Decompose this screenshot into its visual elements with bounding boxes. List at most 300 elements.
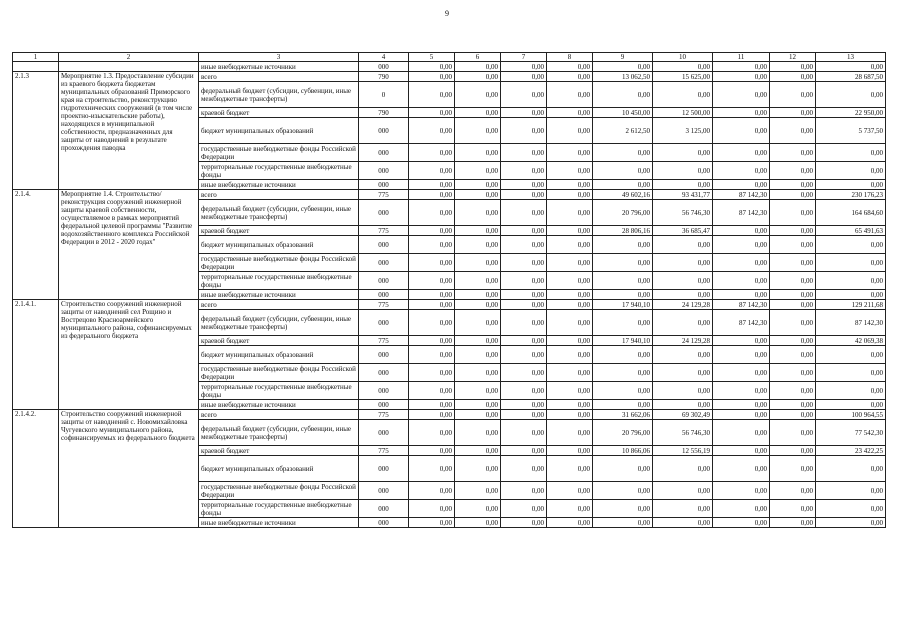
- amount-cell: 0,00: [593, 62, 653, 72]
- funding-source: краевой бюджет: [199, 226, 359, 236]
- amount-cell: 0,00: [501, 144, 547, 162]
- amount-cell: 0,00: [547, 336, 593, 346]
- column-header: 6: [455, 53, 501, 62]
- amount-cell: 0,00: [409, 62, 455, 72]
- amount-cell: 0,00: [713, 346, 770, 364]
- table-row: [13, 300, 886, 310]
- amount-cell: 0,00: [713, 410, 770, 420]
- funding-source: государственные внебюджетные фонды Российской Федерации: [199, 144, 359, 162]
- amount-cell: 0,00: [816, 518, 886, 528]
- column-header: 1: [13, 53, 59, 62]
- column-header: 11: [713, 53, 770, 62]
- amount-cell: 0,00: [713, 118, 770, 144]
- column-header-row: [13, 53, 886, 62]
- budget-code: 775: [359, 300, 409, 310]
- amount-cell: 0,00: [770, 382, 816, 400]
- amount-cell: 0,00: [713, 162, 770, 180]
- funding-source: всего: [199, 72, 359, 82]
- amount-cell: 0,00: [593, 518, 653, 528]
- amount-cell: 0,00: [593, 144, 653, 162]
- budget-code: 000: [359, 400, 409, 410]
- amount-cell: 87 142,30: [713, 190, 770, 200]
- funding-source: всего: [199, 410, 359, 420]
- amount-cell: 0,00: [455, 82, 501, 108]
- amount-cell: 0,00: [455, 420, 501, 446]
- amount-cell: 0,00: [770, 82, 816, 108]
- amount-cell: 0,00: [409, 300, 455, 310]
- item-code: 2.1.4.1.: [13, 300, 59, 410]
- budget-code: 775: [359, 446, 409, 456]
- amount-cell: 0,00: [770, 254, 816, 272]
- item-code: 2.1.3: [13, 72, 59, 190]
- amount-cell: 0,00: [501, 336, 547, 346]
- amount-cell: 0,00: [547, 72, 593, 82]
- funding-source: территориальные государственные внебюджетные фонды: [199, 382, 359, 400]
- budget-code: 000: [359, 200, 409, 226]
- amount-cell: 0,00: [455, 500, 501, 518]
- amount-cell: 0,00: [455, 226, 501, 236]
- funding-source: федеральный бюджет (субсидии, субвенции, иные межбюджетные трансферты): [199, 82, 359, 108]
- amount-cell: 0,00: [501, 226, 547, 236]
- amount-cell: 22 950,00: [816, 108, 886, 118]
- amount-cell: 0,00: [593, 500, 653, 518]
- budget-code: 000: [359, 310, 409, 336]
- amount-cell: 0,00: [547, 300, 593, 310]
- amount-cell: 0,00: [770, 290, 816, 300]
- amount-cell: 24 129,28: [653, 300, 713, 310]
- amount-cell: 0,00: [501, 456, 547, 482]
- amount-cell: 0,00: [455, 236, 501, 254]
- amount-cell: 5 737,50: [816, 118, 886, 144]
- amount-cell: 87 142,30: [713, 310, 770, 336]
- budget-code: 0: [359, 82, 409, 108]
- amount-cell: 0,00: [713, 72, 770, 82]
- table-row: [13, 190, 886, 200]
- funding-source: всего: [199, 300, 359, 310]
- amount-cell: 0,00: [455, 300, 501, 310]
- amount-cell: 0,00: [547, 82, 593, 108]
- table-row: [13, 410, 886, 420]
- amount-cell: 13 062,50: [593, 72, 653, 82]
- amount-cell: 0,00: [547, 482, 593, 500]
- amount-cell: 0,00: [593, 346, 653, 364]
- funding-source: краевой бюджет: [199, 108, 359, 118]
- item-code: 2.1.4.: [13, 190, 59, 300]
- amount-cell: 0,00: [653, 346, 713, 364]
- budget-code: 000: [359, 118, 409, 144]
- amount-cell: 0,00: [653, 144, 713, 162]
- amount-cell: 0,00: [547, 236, 593, 254]
- amount-cell: 0,00: [593, 400, 653, 410]
- item-code: 2.1.4.2.: [13, 410, 59, 528]
- column-header: 8: [547, 53, 593, 62]
- item-name: Строительство сооружений инженерной защиты от наводнений сел Рощино и Вострецово Красноармейского муниципального района, софинансируемых из федерального бюджета: [59, 300, 199, 410]
- amount-cell: 12 556,19: [653, 446, 713, 456]
- amount-cell: 0,00: [409, 336, 455, 346]
- funding-source: федеральный бюджет (субсидии, субвенции, иные межбюджетные трансферты): [199, 200, 359, 226]
- amount-cell: 0,00: [816, 346, 886, 364]
- amount-cell: 0,00: [455, 400, 501, 410]
- amount-cell: 0,00: [653, 236, 713, 254]
- amount-cell: 0,00: [713, 446, 770, 456]
- amount-cell: 0,00: [455, 190, 501, 200]
- amount-cell: 0,00: [713, 108, 770, 118]
- amount-cell: 0,00: [713, 500, 770, 518]
- amount-cell: 0,00: [409, 482, 455, 500]
- amount-cell: 0,00: [770, 500, 816, 518]
- amount-cell: 0,00: [547, 190, 593, 200]
- amount-cell: 0,00: [816, 180, 886, 190]
- amount-cell: 0,00: [455, 346, 501, 364]
- amount-cell: 0,00: [501, 272, 547, 290]
- funding-source: краевой бюджет: [199, 446, 359, 456]
- funding-source: всего: [199, 190, 359, 200]
- amount-cell: 0,00: [501, 300, 547, 310]
- amount-cell: 0,00: [409, 310, 455, 336]
- funding-source: иные внебюджетные источники: [199, 62, 359, 72]
- budget-code: 000: [359, 272, 409, 290]
- amount-cell: 0,00: [409, 180, 455, 190]
- amount-cell: 0,00: [653, 500, 713, 518]
- amount-cell: 0,00: [653, 364, 713, 382]
- amount-cell: 0,00: [409, 400, 455, 410]
- amount-cell: 0,00: [816, 162, 886, 180]
- amount-cell: 12 500,00: [653, 108, 713, 118]
- amount-cell: 42 069,38: [816, 336, 886, 346]
- amount-cell: 0,00: [409, 346, 455, 364]
- page-number: 9: [445, 9, 449, 18]
- amount-cell: 0,00: [409, 272, 455, 290]
- item-name: Мероприятие 1.3. Предоставление субсидии из краевого бюджета бюджетам муниципальных образований Приморского края на строительство, реконструкцию гидротехнических сооружений (в том числе проектно-изыскательские работы), находящихся в муниципальной собственности, предназначенных для защиты от наводнений в результате прохождения паводка: [59, 72, 199, 190]
- amount-cell: 0,00: [593, 310, 653, 336]
- amount-cell: 0,00: [547, 254, 593, 272]
- amount-cell: 0,00: [501, 518, 547, 528]
- amount-cell: 17 940,10: [593, 336, 653, 346]
- amount-cell: 10 450,00: [593, 108, 653, 118]
- amount-cell: 3 125,00: [653, 118, 713, 144]
- amount-cell: 31 662,06: [593, 410, 653, 420]
- amount-cell: 20 796,00: [593, 200, 653, 226]
- amount-cell: 0,00: [547, 518, 593, 528]
- column-header: 10: [653, 53, 713, 62]
- item-code: [13, 62, 59, 72]
- amount-cell: 0,00: [455, 410, 501, 420]
- amount-cell: 0,00: [593, 82, 653, 108]
- amount-cell: 0,00: [653, 180, 713, 190]
- amount-cell: 230 176,23: [816, 190, 886, 200]
- amount-cell: 0,00: [409, 518, 455, 528]
- funding-source: иные внебюджетные источники: [199, 180, 359, 190]
- amount-cell: 0,00: [409, 226, 455, 236]
- amount-cell: 0,00: [501, 382, 547, 400]
- amount-cell: 100 964,55: [816, 410, 886, 420]
- amount-cell: 0,00: [409, 456, 455, 482]
- amount-cell: 0,00: [713, 82, 770, 108]
- amount-cell: 77 542,30: [816, 420, 886, 446]
- amount-cell: 0,00: [713, 290, 770, 300]
- amount-cell: 0,00: [547, 456, 593, 482]
- amount-cell: 0,00: [501, 446, 547, 456]
- amount-cell: 0,00: [653, 82, 713, 108]
- amount-cell: 0,00: [455, 162, 501, 180]
- amount-cell: 0,00: [593, 236, 653, 254]
- amount-cell: 0,00: [593, 162, 653, 180]
- budget-code: 775: [359, 190, 409, 200]
- amount-cell: 0,00: [770, 72, 816, 82]
- amount-cell: 0,00: [593, 482, 653, 500]
- amount-cell: 0,00: [501, 200, 547, 226]
- amount-cell: 0,00: [816, 482, 886, 500]
- column-header: 4: [359, 53, 409, 62]
- budget-code: 000: [359, 482, 409, 500]
- amount-cell: 87 142,30: [713, 300, 770, 310]
- budget-code: 775: [359, 410, 409, 420]
- amount-cell: 56 746,30: [653, 200, 713, 226]
- amount-cell: 0,00: [713, 180, 770, 190]
- amount-cell: 0,00: [713, 420, 770, 446]
- amount-cell: 0,00: [653, 272, 713, 290]
- funding-source: бюджет муниципальных образований: [199, 236, 359, 254]
- amount-cell: 0,00: [593, 382, 653, 400]
- amount-cell: 0,00: [501, 290, 547, 300]
- amount-cell: 0,00: [770, 144, 816, 162]
- amount-cell: 0,00: [409, 162, 455, 180]
- amount-cell: 0,00: [455, 180, 501, 190]
- amount-cell: 0,00: [713, 144, 770, 162]
- amount-cell: 28 687,50: [816, 72, 886, 82]
- amount-cell: 0,00: [547, 420, 593, 446]
- amount-cell: 0,00: [713, 336, 770, 346]
- amount-cell: 0,00: [547, 500, 593, 518]
- amount-cell: 0,00: [409, 410, 455, 420]
- amount-cell: 49 602,16: [593, 190, 653, 200]
- amount-cell: 87 142,30: [816, 310, 886, 336]
- amount-cell: 0,00: [770, 456, 816, 482]
- amount-cell: 0,00: [816, 382, 886, 400]
- amount-cell: 0,00: [455, 518, 501, 528]
- budget-code: 000: [359, 456, 409, 482]
- amount-cell: 0,00: [770, 336, 816, 346]
- amount-cell: 0,00: [455, 200, 501, 226]
- amount-cell: 0,00: [547, 446, 593, 456]
- amount-cell: 0,00: [455, 108, 501, 118]
- amount-cell: 0,00: [409, 72, 455, 82]
- amount-cell: 0,00: [501, 108, 547, 118]
- amount-cell: 0,00: [455, 364, 501, 382]
- funding-source: краевой бюджет: [199, 336, 359, 346]
- budget-code: 000: [359, 420, 409, 446]
- budget-code: 000: [359, 236, 409, 254]
- amount-cell: 0,00: [770, 200, 816, 226]
- funding-source: иные внебюджетные источники: [199, 400, 359, 410]
- amount-cell: 0,00: [547, 226, 593, 236]
- amount-cell: 2 612,50: [593, 118, 653, 144]
- funding-source: государственные внебюджетные фонды Российской Федерации: [199, 254, 359, 272]
- amount-cell: 0,00: [409, 290, 455, 300]
- amount-cell: 0,00: [653, 62, 713, 72]
- amount-cell: 0,00: [547, 290, 593, 300]
- amount-cell: 0,00: [770, 108, 816, 118]
- amount-cell: 0,00: [409, 254, 455, 272]
- amount-cell: 0,00: [409, 144, 455, 162]
- budget-code: 000: [359, 500, 409, 518]
- amount-cell: 0,00: [409, 200, 455, 226]
- amount-cell: 0,00: [547, 310, 593, 336]
- amount-cell: 0,00: [770, 446, 816, 456]
- amount-cell: 0,00: [547, 346, 593, 364]
- funding-source: федеральный бюджет (субсидии, субвенции, иные межбюджетные трансферты): [199, 310, 359, 336]
- amount-cell: 0,00: [770, 300, 816, 310]
- amount-cell: 0,00: [713, 400, 770, 410]
- amount-cell: 0,00: [501, 180, 547, 190]
- amount-cell: 0,00: [409, 364, 455, 382]
- amount-cell: 0,00: [653, 400, 713, 410]
- amount-cell: 36 685,47: [653, 226, 713, 236]
- amount-cell: 0,00: [770, 400, 816, 410]
- amount-cell: 0,00: [816, 456, 886, 482]
- amount-cell: 0,00: [455, 62, 501, 72]
- amount-cell: 0,00: [501, 500, 547, 518]
- amount-cell: 0,00: [770, 118, 816, 144]
- item-name: Мероприятие 1.4. Строительство/реконструкция сооружений инженерной защиты краевой собственности, осуществляемое в рамках мероприятий федеральной целевой программы "Развитие водохозяйственного комплекса Российской Федерации в 2012 - 2020 годах": [59, 190, 199, 300]
- budget-code: 000: [359, 62, 409, 72]
- amount-cell: 0,00: [770, 62, 816, 72]
- amount-cell: 0,00: [713, 364, 770, 382]
- amount-cell: 0,00: [547, 144, 593, 162]
- amount-cell: 0,00: [501, 62, 547, 72]
- table-row: [13, 62, 886, 72]
- funding-source: бюджет муниципальных образований: [199, 118, 359, 144]
- amount-cell: 0,00: [455, 72, 501, 82]
- amount-cell: 0,00: [501, 236, 547, 254]
- amount-cell: 0,00: [653, 456, 713, 482]
- amount-cell: 0,00: [770, 236, 816, 254]
- amount-cell: 0,00: [713, 254, 770, 272]
- amount-cell: 0,00: [409, 420, 455, 446]
- column-header: 3: [199, 53, 359, 62]
- funding-source: бюджет муниципальных образований: [199, 456, 359, 482]
- amount-cell: 0,00: [455, 456, 501, 482]
- amount-cell: 0,00: [770, 364, 816, 382]
- amount-cell: 0,00: [455, 272, 501, 290]
- amount-cell: 28 806,16: [593, 226, 653, 236]
- amount-cell: 0,00: [653, 290, 713, 300]
- amount-cell: 0,00: [770, 272, 816, 290]
- amount-cell: 69 302,49: [653, 410, 713, 420]
- amount-cell: 0,00: [455, 254, 501, 272]
- budget-code: 000: [359, 518, 409, 528]
- funding-source: иные внебюджетные источники: [199, 290, 359, 300]
- amount-cell: 0,00: [501, 190, 547, 200]
- amount-cell: 0,00: [816, 400, 886, 410]
- amount-cell: 0,00: [501, 118, 547, 144]
- amount-cell: 0,00: [501, 482, 547, 500]
- amount-cell: 0,00: [713, 62, 770, 72]
- amount-cell: 0,00: [409, 118, 455, 144]
- amount-cell: 0,00: [770, 482, 816, 500]
- amount-cell: 0,00: [455, 310, 501, 336]
- amount-cell: 0,00: [501, 420, 547, 446]
- amount-cell: 0,00: [770, 180, 816, 190]
- budget-code: 775: [359, 336, 409, 346]
- column-header: 2: [59, 53, 199, 62]
- amount-cell: 0,00: [770, 310, 816, 336]
- amount-cell: 0,00: [770, 226, 816, 236]
- budget-code: 000: [359, 180, 409, 190]
- budget-code: 000: [359, 346, 409, 364]
- amount-cell: 0,00: [455, 446, 501, 456]
- amount-cell: 0,00: [713, 518, 770, 528]
- item-name: [59, 62, 199, 72]
- amount-cell: 0,00: [816, 290, 886, 300]
- amount-cell: 0,00: [816, 272, 886, 290]
- amount-cell: 0,00: [593, 456, 653, 482]
- amount-cell: 0,00: [547, 382, 593, 400]
- amount-cell: 10 866,06: [593, 446, 653, 456]
- amount-cell: 0,00: [501, 364, 547, 382]
- funding-source: государственные внебюджетные фонды Российской Федерации: [199, 482, 359, 500]
- amount-cell: 0,00: [816, 500, 886, 518]
- amount-cell: 129 211,68: [816, 300, 886, 310]
- amount-cell: 15 625,00: [653, 72, 713, 82]
- amount-cell: 0,00: [713, 456, 770, 482]
- amount-cell: 0,00: [770, 420, 816, 446]
- amount-cell: 0,00: [409, 446, 455, 456]
- amount-cell: 0,00: [770, 346, 816, 364]
- amount-cell: 0,00: [653, 310, 713, 336]
- amount-cell: 0,00: [455, 144, 501, 162]
- amount-cell: 23 422,25: [816, 446, 886, 456]
- amount-cell: 0,00: [770, 162, 816, 180]
- amount-cell: 0,00: [547, 162, 593, 180]
- amount-cell: 0,00: [501, 410, 547, 420]
- amount-cell: 0,00: [455, 482, 501, 500]
- amount-cell: 0,00: [501, 346, 547, 364]
- column-header: 12: [770, 53, 816, 62]
- budget-code: 000: [359, 290, 409, 300]
- amount-cell: 56 746,30: [653, 420, 713, 446]
- amount-cell: 0,00: [409, 108, 455, 118]
- budget-code: 000: [359, 254, 409, 272]
- amount-cell: 0,00: [547, 180, 593, 190]
- budget-code: 790: [359, 108, 409, 118]
- amount-cell: 0,00: [455, 290, 501, 300]
- amount-cell: 0,00: [653, 482, 713, 500]
- budget-code: 000: [359, 382, 409, 400]
- amount-cell: 0,00: [653, 162, 713, 180]
- funding-source: государственные внебюджетные фонды Российской Федерации: [199, 364, 359, 382]
- amount-cell: 0,00: [547, 364, 593, 382]
- amount-cell: 87 142,30: [713, 200, 770, 226]
- amount-cell: 0,00: [501, 310, 547, 336]
- amount-cell: 0,00: [816, 364, 886, 382]
- amount-cell: 0,00: [770, 410, 816, 420]
- amount-cell: 24 129,28: [653, 336, 713, 346]
- funding-source: иные внебюджетные источники: [199, 518, 359, 528]
- amount-cell: 0,00: [547, 400, 593, 410]
- amount-cell: 0,00: [547, 108, 593, 118]
- budget-code: 790: [359, 72, 409, 82]
- amount-cell: 93 431,77: [653, 190, 713, 200]
- amount-cell: 0,00: [547, 62, 593, 72]
- funding-source: территориальные государственные внебюджетные фонды: [199, 162, 359, 180]
- column-header: 9: [593, 53, 653, 62]
- amount-cell: 0,00: [593, 254, 653, 272]
- amount-cell: 0,00: [713, 482, 770, 500]
- amount-cell: 0,00: [816, 144, 886, 162]
- funding-source: федеральный бюджет (субсидии, субвенции, иные межбюджетные трансферты): [199, 420, 359, 446]
- amount-cell: 0,00: [653, 382, 713, 400]
